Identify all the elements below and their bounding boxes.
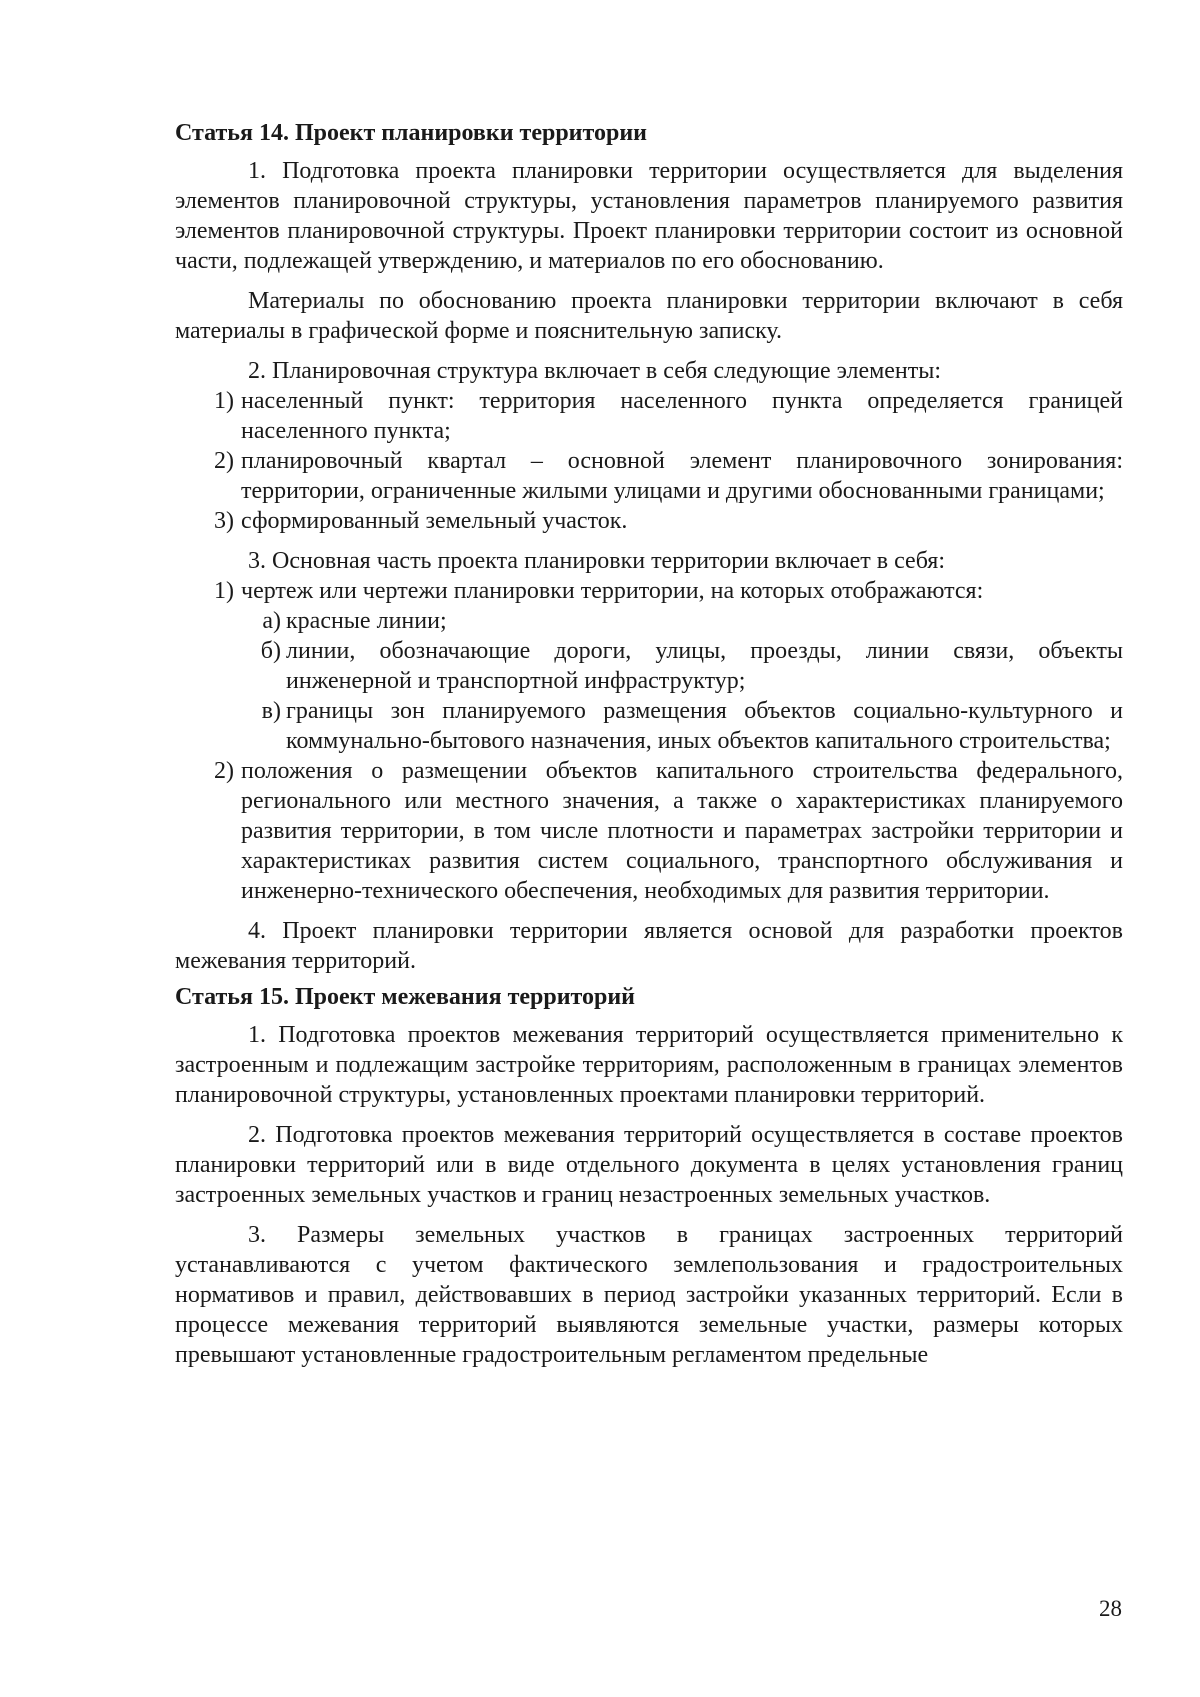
main-part-list-item <box>175 756 1123 906</box>
list-text: сформированный земельный участок. <box>241 508 628 534</box>
list-number: 2) <box>214 448 234 474</box>
article-14-paragraph-4-intro: 3. Основная часть проекта планировки территории включает в себя: <box>248 548 946 574</box>
structure-list-item <box>175 386 1123 446</box>
article-14-paragraph-2: Материалы по обоснованию проекта планировки территории включают в себя материалы в графической форме и пояснительную записку. <box>175 288 1123 344</box>
list-text: границы зон планируемого размещения объектов социально-культурного и коммунально-бытового назначения, иных объектов капитального строительства; <box>286 698 1123 754</box>
list-number: 2) <box>214 758 234 784</box>
list-text: чертеж или чертежи планировки территории, на которых отображаются: <box>241 578 984 604</box>
list-letter: б) <box>260 638 281 664</box>
main-part-list-item <box>175 576 1123 606</box>
list-text: планировочный квартал – основной элемент планировочного зонирования: территории, ограниченные жилыми улицами и другими обоснованными границами; <box>241 448 1123 504</box>
structure-list-item <box>175 446 1123 506</box>
list-text: положения о размещении объектов капитального строительства федерального, регионального или местного значения, а также о характеристиках планируемого развития территории, в том числе плотности и параметрах застройки территории и характеристиках развития систем социального, транспортного обслуживания и инженерно-технического обеспечения, необходимых для развития территории. <box>241 758 1123 904</box>
article-15-heading: Статья 15. Проект межевания территорий <box>175 984 636 1010</box>
list-number: 1) <box>214 578 234 604</box>
list-text: линии, обозначающие дороги, улицы, проезды, линии связи, объекты инженерной и транспортной инфраструктур; <box>286 638 1123 694</box>
list-text: населенный пункт: территория населенного пункта определяется границей населенного пункта; <box>241 388 1123 444</box>
article-14-paragraph-5: 4. Проект планировки территории является основой для разработки проектов межевания территорий. <box>175 918 1123 974</box>
document-page <box>175 118 1123 1380</box>
article-15-paragraph-3: 3. Размеры земельных участков в границах застроенных территорий устанавливаются с учетом фактического землепользования и градостроительных нормативов и правил, действовавших в период застройки указанных территорий. Если в процессе межевания территорий выявляются земельные участки, размеры которых превышают установленные градостроительным регламентом предельные <box>175 1222 1123 1368</box>
article-14-paragraph-1: 1. Подготовка проекта планировки территории осуществляется для выделения элементов планировочной структуры, установления параметров планируемого развития элементов планировочной структуры. Проект планировки территории состоит из основной части, подлежащей утверждению, и материалов по его обоснованию. <box>175 158 1123 274</box>
list-letter: в) <box>261 698 281 724</box>
article-15-paragraph-1: 1. Подготовка проектов межевания территорий осуществляется применительно к застроенным и подлежащим застройке территориям, расположенным в границах элементов планировочной структуры, установленных проектами планировки территорий. <box>175 1022 1123 1108</box>
list-number: 1) <box>214 388 234 414</box>
article-14-paragraph-3-intro: 2. Планировочная структура включает в себя следующие элементы: <box>248 358 942 384</box>
sub-list-item <box>175 606 1123 636</box>
list-text: красные линии; <box>286 608 447 634</box>
sub-list-item <box>175 636 1123 696</box>
list-letter: а) <box>262 608 281 634</box>
article-15-paragraph-2: 2. Подготовка проектов межевания территорий осуществляется в составе проектов планировки территорий или в виде отдельного документа в целях установления границ застроенных земельных участков и границ незастроенных земельных участков. <box>175 1122 1123 1208</box>
list-number: 3) <box>214 508 234 534</box>
structure-list-item <box>175 506 1123 536</box>
page-number: 28 <box>1099 1596 1122 1621</box>
sub-list-item <box>175 696 1123 756</box>
article-14-heading: Статья 14. Проект планировки территории <box>175 120 647 146</box>
